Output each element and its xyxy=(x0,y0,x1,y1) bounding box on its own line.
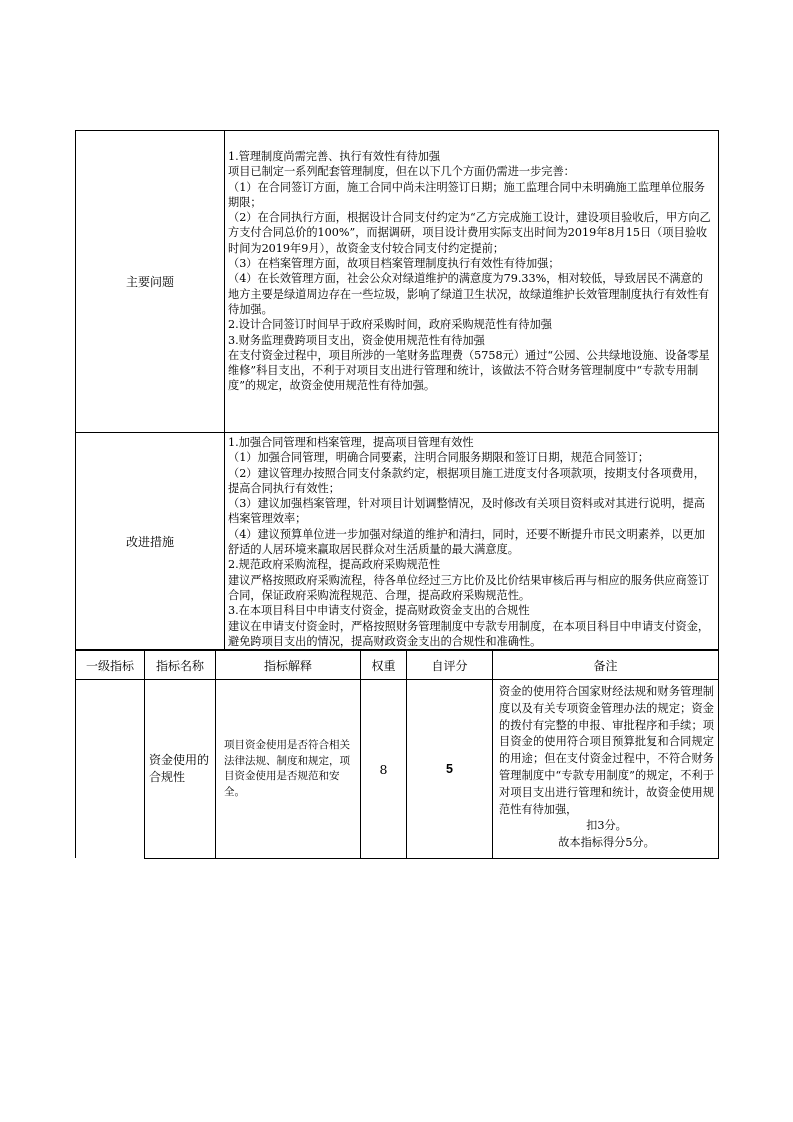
problems-line: 项目已制定一系列配套管理制度，但在以下几个方面仍需进一步完善： xyxy=(228,165,575,179)
measures-line: （1）加强合同管理，明确合同要素，注明合同服务期限和签订日期，规范合同签订； xyxy=(228,451,650,465)
problems-line: （1）在合同签订方面，施工合同中尚未注明签订日期；施工监理合同中未明确施工监理单位服务期限； xyxy=(228,180,705,209)
indicator-level1-cell xyxy=(76,680,144,858)
problems-line: （4）在长效管理方面，社会公众对绿道维护的满意度为79.33%，相对较低，导致居民不满意的地方主要是绿道周边存在一些垃圾，影响了绿道卫生状况，故绿道维护长效管理制度执行有效性有待加强。 xyxy=(228,272,710,316)
header-remarks: 备注 xyxy=(593,658,618,673)
measures-line: （3）建议加强档案管理，针对项目计划调整情况，及时修改有关项目资料或对其进行说明，提高档案管理效率； xyxy=(228,497,705,526)
header-self-score: 自评分 xyxy=(431,658,468,673)
measures-line: （2）建议管理办按照合同支付条款约定，根据项目施工进度支付各项款项，按期支付各项费用，提高合同执行有效性； xyxy=(228,466,705,495)
indicator-explanation-cell: 项目资金使用是否符合相关法律法规、制度和规定，项目资金使用是否规范和安全。 xyxy=(224,739,350,798)
measures-label: 改进措施 xyxy=(125,534,174,549)
table-row-bottom xyxy=(144,858,719,859)
header-weight: 权重 xyxy=(371,658,396,673)
problems-label: 主要问题 xyxy=(125,275,174,289)
measures-content xyxy=(228,435,714,649)
measures-line: （4）建议预算单位进一步加强对绿道的维护和清扫，同时，还要不断提升市民文明素养，以更加舒适的人居环境来赢取居民群众对生活质量的最大满意度。 xyxy=(228,527,705,557)
indicator-remarks-cell xyxy=(493,680,718,858)
measures-line: 建议在申请支付资金时，严格按照财务管理制度中专款专用制度，在本项目科目中申请支付资金，避免跨项目支出的情况，提高财政资金支出的合规性和准确性。 xyxy=(228,619,710,648)
indicator-name-cell: 资金使用的合规性 xyxy=(149,753,210,784)
measures-line: 2.规范政府采购流程，提高政府采购规范性 xyxy=(228,558,441,572)
problems-line: 在支付资金过程中，项目所涉的一笔财务监理费（5758元）通过“公园、公共绿地设施、设备零星维修”科目支出，不利于对项目支出进行管理和统计，该做法不符合财务管理制度中“专款专用制度”的规定，故资金使用规范性有待加强。 xyxy=(228,348,710,393)
problems-line: 2.设计合同签订时间早于政府采购时间，政府采购规范性有待加强 xyxy=(228,318,552,332)
measures-line: 1.加强合同管理和档案管理，提高项目管理有效性 xyxy=(228,436,474,449)
measures-line: 3.在本项目科目中申请支付资金，提高财政资金支出的合规性 xyxy=(228,604,530,618)
problems-line: 3.财务监理费跨项目支出，资金使用规范性有待加强 xyxy=(228,333,485,347)
problems-line: （3）在档案管理方面，故项目档案管理制度执行有效性有待加强； xyxy=(228,257,560,271)
remarks-deduction: 扣3分。 xyxy=(586,819,627,833)
header-indicator-name: 指标名称 xyxy=(155,658,204,673)
header-indicator-explanation: 指标解释 xyxy=(263,658,312,673)
remarks-final-score: 故本指标得分5分。 xyxy=(558,836,655,850)
table-right-border xyxy=(718,650,719,859)
indicator-score-cell: 5 xyxy=(446,762,453,776)
problems-content xyxy=(228,149,714,431)
problems-line: 1.管理制度尚需完善、执行有效性有待加强 xyxy=(228,150,441,163)
remarks-main-text: 资金的使用符合国家财经法规和财务管理制度以及有关专项资金管理办法的规定；资金的拨付有完整的申报、审批程序和手续；项目资金的使用符合项目预算批复和合同规定的用途；但在支付资金过程中，不符合财务管理制度中“专款专用制度”的规定，不利于对项目支出进行管理和统计，故资金使用规范性有待加强， xyxy=(499,685,714,816)
header-level1-indicator: 一级指标 xyxy=(85,658,134,673)
problems-line: （2）在合同执行方面，根据设计合同支付约定为“乙方完成施工设计，建设项目验收后，甲方向乙方支付合同总价的100%”，而据调研，项目设计费用实际支出时间为2019年8月15日（项目验收时间为2019年9月），故资金支付较合同支付约定提前； xyxy=(228,211,711,255)
indicator-weight-cell: 8 xyxy=(379,761,388,777)
summary-label-divider xyxy=(224,130,225,650)
measures-line: 建议严格按照政府采购流程，待各单位经过三方比价及比价结果审核后再与相应的服务供应商签订合同，保证政府采购流程规范、合理，提高政府采购规范性。 xyxy=(228,573,710,602)
